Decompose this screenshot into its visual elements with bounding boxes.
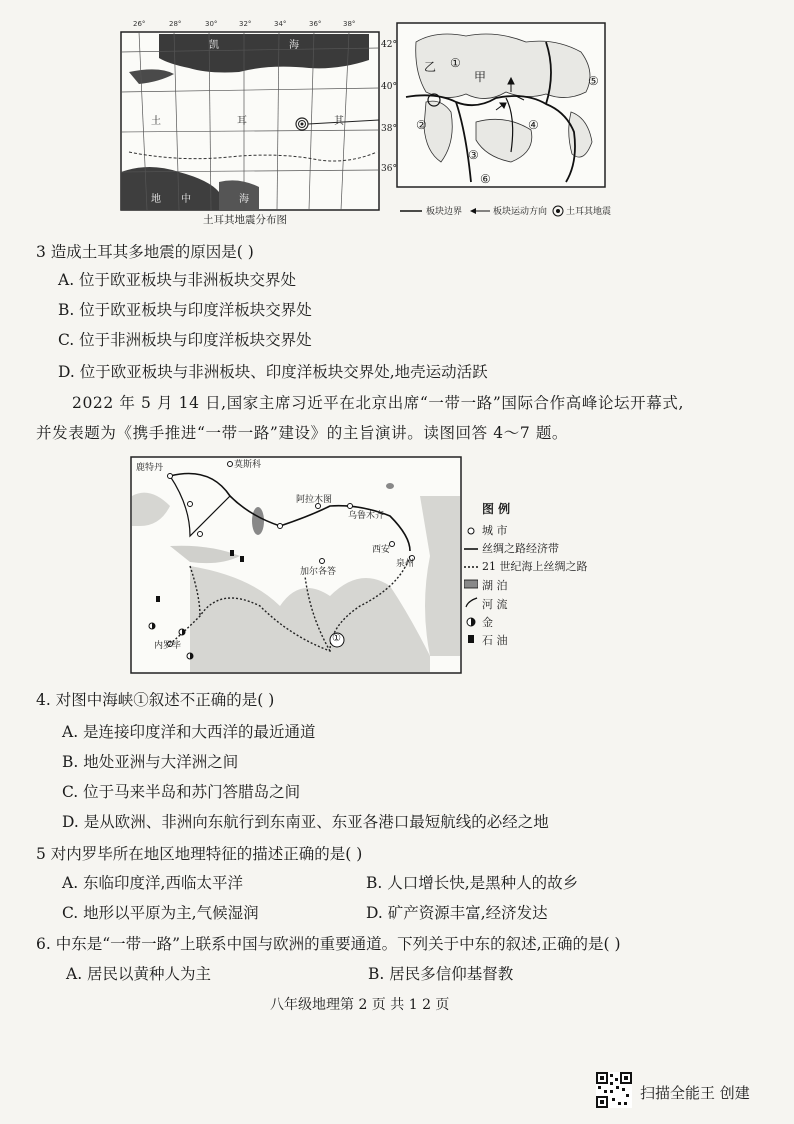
city-urumqi: 乌鲁木齐 [348, 511, 385, 521]
plate-label-yi: 乙 [424, 60, 437, 74]
lat-36-label: 36° [381, 164, 397, 174]
med-sea-label-2: 中 [181, 194, 191, 205]
q5-stem: 5 对内罗毕所在地区地理特征的描述正确的是( ) [36, 845, 363, 863]
plate-label-jia: 甲 [474, 70, 487, 84]
strait-label: ① [332, 633, 341, 644]
q3-option-b[interactable]: B. 位于欧亚板块与印度洋板块交界处 [58, 301, 312, 319]
legend-silk-belt: 丝绸之路经济带 [482, 542, 559, 555]
page-footer: 八年级地理第 2 页 共 1 2 页 [270, 997, 450, 1013]
plate-label-1: ① [450, 56, 461, 70]
city-xian: 西安 [372, 545, 391, 555]
black-sea-label-2: 海 [289, 40, 299, 51]
q4-option-b[interactable]: B. 地处亚洲与大洋洲之间 [62, 753, 239, 771]
svg-text:26°: 26° [133, 20, 146, 28]
scanner-watermark: 扫描全能王 创建 [640, 1084, 750, 1102]
q3-stem: 3 造成土耳其多地震的原因是( ) [36, 243, 254, 261]
q4-option-d[interactable]: D. 是从欧洲、非洲向东航行到东南亚、东亚各港口最短航线的必经之地 [62, 813, 549, 831]
legend-lake: 湖 泊 [482, 579, 508, 592]
lat-42-label: 42° [381, 40, 397, 50]
legend-gold: 金 [482, 616, 493, 629]
q5-option-a[interactable]: A. 东临印度洋,西临太平洋 [62, 874, 243, 892]
svg-text:28°: 28° [169, 20, 182, 28]
q6-option-b[interactable]: B. 居民多信仰基督教 [368, 965, 514, 983]
turkey-label-1: 土 [151, 116, 161, 127]
gold-icon [466, 617, 476, 627]
svg-text:34°: 34° [274, 20, 287, 28]
q5-option-b[interactable]: B. 人口增长快,是黑种人的故乡 [366, 874, 579, 892]
plate-label-6: ⑥ [480, 172, 491, 186]
q3-option-d[interactable]: D. 位于欧亚板块与非洲板块、印度洋板块交界处,地壳运动活跃 [58, 363, 488, 381]
q4-stem: 4. 对图中海峡①叙述不正确的是( ) [36, 691, 275, 709]
lake-icon [464, 579, 478, 589]
city-kolkata: 加尔各答 [300, 567, 337, 577]
city-quanzhou: 泉州 [396, 559, 415, 569]
legend-maritime: 21 世纪海上丝绸之路 [482, 560, 588, 573]
intro-line-1: 2022 年 5 月 14 日,国家主席习近平在北京出席“一带一路”国际合作高峰论坛开幕式, [72, 394, 684, 412]
q3-option-c[interactable]: C. 位于非洲板块与印度洋板块交界处 [58, 331, 312, 349]
q4-option-a[interactable]: A. 是连接印度洋和大西洋的最近通道 [62, 723, 316, 741]
svg-text:30°: 30° [205, 20, 218, 28]
q3-option-a[interactable]: A. 位于欧亚板块与非洲板块交界处 [58, 271, 297, 289]
maritime-dots-icon [464, 565, 478, 569]
black-sea-label-1: 凯 [209, 40, 219, 51]
plate-label-2: ② [416, 118, 427, 132]
q6-option-a[interactable]: A. 居民以黄种人为主 [66, 965, 212, 983]
river-icon [464, 596, 478, 608]
city-moscow: 莫斯科 [234, 460, 262, 470]
boundary-symbol-icon [400, 208, 422, 214]
belt-road-map [130, 456, 462, 674]
svg-text:36°: 36° [309, 20, 322, 28]
plate-map [396, 22, 606, 188]
figure1-caption: 土耳其地震分布图 [203, 214, 287, 226]
plate-label-3: ③ [468, 148, 479, 162]
legend-quake: 土耳其地震 [566, 207, 612, 217]
med-sea-label-1: 地 [151, 194, 161, 205]
plate-label-5: ⑤ [588, 74, 599, 88]
plate-label-4: ④ [528, 118, 539, 132]
legend-oil: 石 油 [482, 634, 508, 647]
svg-text:32°: 32° [239, 20, 252, 28]
motion-arrow-icon [470, 207, 490, 215]
turkey-label-2: 耳 [237, 116, 247, 127]
med-sea-label-3: 海 [239, 194, 249, 205]
belt-road-legend-box [464, 500, 614, 650]
lat-40-label: 40° [381, 82, 397, 92]
silk-belt-line-icon [464, 547, 478, 551]
turkey-label-3: 其 [334, 116, 344, 127]
q5-option-d[interactable]: D. 矿产资源丰富,经济发达 [366, 904, 548, 922]
legend-city: 城 市 [482, 524, 508, 537]
plate-legend [400, 204, 640, 218]
qr-code-icon [596, 1072, 632, 1108]
quake-icon [552, 205, 564, 217]
turkey-earthquake-map [119, 12, 397, 226]
legend-motion: 板块运动方向 [493, 207, 548, 217]
plate-map-svg [396, 22, 606, 188]
legend-river: 河 流 [482, 598, 508, 611]
city-nairobi: 内罗毕 [154, 641, 182, 651]
svg-text:38°: 38° [343, 20, 356, 28]
legend-title: 图 例 [482, 502, 511, 516]
q4-option-c[interactable]: C. 位于马来半岛和苏门答腊岛之间 [62, 783, 301, 801]
intro-line-2: 并发表题为《携手推进“一带一路”建设》的主旨演讲。读图回答 4～7 题。 [36, 424, 569, 442]
lat-38-label: 38° [381, 124, 397, 134]
city-almaty: 阿拉木图 [296, 495, 333, 505]
q5-option-c[interactable]: C. 地形以平原为主,气候湿润 [62, 904, 259, 922]
city-dot-icon [466, 526, 476, 536]
q6-stem: 6. 中东是“一带一路”上联系中国与欧洲的重要通道。下列关于中东的叙述,正确的是( ) [36, 935, 621, 953]
legend-boundary: 板块边界 [426, 207, 463, 217]
oil-icon [467, 634, 475, 644]
city-rotterdam: 鹿特丹 [136, 463, 164, 473]
